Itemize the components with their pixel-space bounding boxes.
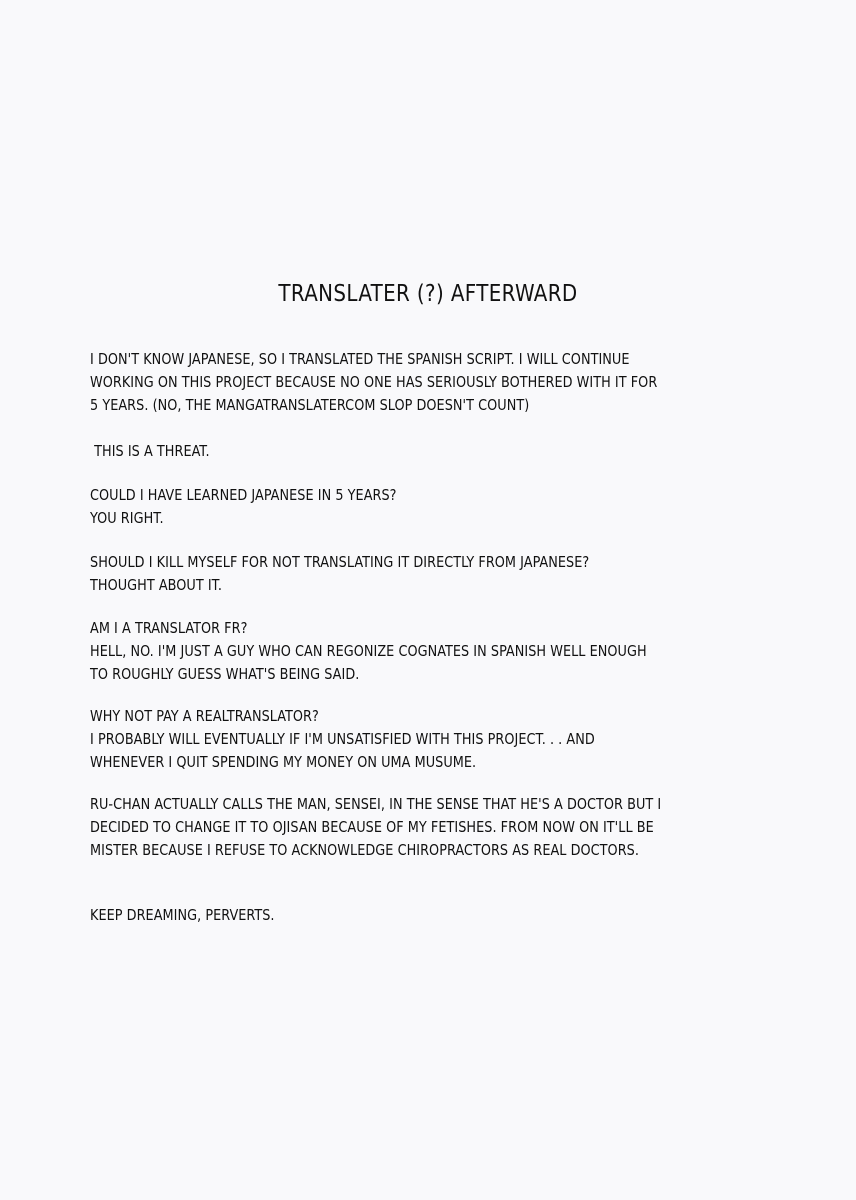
paragraph-intro [90, 348, 790, 417]
paragraph-translating-directly [90, 551, 790, 597]
text-line: TO ROUGHLY GUESS WHAT'S BEING SAID. [90, 665, 360, 683]
paragraph-real-translator [90, 705, 790, 774]
text-line: COULD I HAVE LEARNED JAPANESE IN 5 YEARS? [90, 486, 397, 504]
text-line: KEEP DREAMING, PERVERTS. [90, 906, 275, 924]
text-line: AM I A TRANSLATOR FR? [90, 619, 248, 637]
text-line: WORKING ON THIS PROJECT BECAUSE NO ONE HAS SERIOUSLY BOTHERED WITH IT FOR [90, 373, 658, 391]
text-line: SHOULD I KILL MYSELF FOR NOT TRANSLATING IT DIRECTLY FROM JAPANESE? [90, 553, 590, 571]
text-line: 5 YEARS. (NO, THE MANGATRANSLATERCOM SLOP DOESN'T COUNT) [90, 396, 530, 414]
text-line: MISTER BECAUSE I REFUSE TO ACKNOWLEDGE CHIROPRACTORS AS REAL DOCTORS. [90, 841, 639, 859]
paragraph-learned-japanese [90, 484, 790, 530]
text-line: I PROBABLY WILL EVENTUALLY IF I'M UNSATISFIED WITH THIS PROJECT. . . AND [90, 730, 595, 748]
text-line: WHENEVER I QUIT SPENDING MY MONEY ON UMA MUSUME. [90, 753, 477, 771]
text-line: DECIDED TO CHANGE IT TO OJISAN BECAUSE OF MY FETISHES. FROM NOW ON IT'LL BE [90, 818, 654, 836]
text-line: I DON'T KNOW JAPANESE, SO I TRANSLATED THE SPANISH SCRIPT. I WILL CONTINUE [90, 350, 630, 368]
paragraph-closing [90, 904, 790, 927]
paragraph-ru-chan [90, 793, 790, 862]
page-title: TRANSLATER (?) AFTERWARD [278, 281, 578, 308]
text-line: THIS IS A THREAT. [90, 442, 210, 460]
text-line: RU-CHAN ACTUALLY CALLS THE MAN, SENSEI, IN THE SENSE THAT HE'S A DOCTOR BUT I [90, 795, 662, 813]
text-line: HELL, NO. I'M JUST A GUY WHO CAN REGONIZE COGNATES IN SPANISH WELL ENOUGH [90, 642, 647, 660]
paragraph-translator-fr [90, 617, 790, 686]
text-line: WHY NOT PAY A REALTRANSLATOR? [90, 707, 319, 725]
text-line: THOUGHT ABOUT IT. [90, 576, 222, 594]
paragraph-threat [90, 440, 790, 463]
text-line: YOU RIGHT. [90, 509, 164, 527]
